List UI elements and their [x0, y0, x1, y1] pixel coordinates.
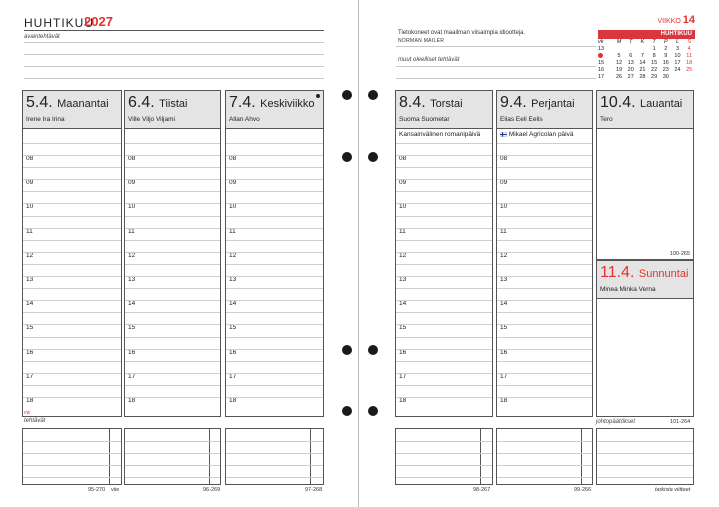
week-number: 14 [682, 14, 695, 26]
hour-label: 15 [500, 324, 508, 332]
half-hour-line[interactable] [226, 143, 323, 144]
tasks-label: tehtävät [24, 418, 46, 424]
name-day: Suoma Suometar [399, 116, 450, 123]
half-hour-line[interactable] [396, 167, 492, 168]
name-day: Tero [600, 116, 613, 123]
day-counter: 97-268 [305, 487, 323, 493]
hour-line[interactable] [497, 252, 592, 253]
half-hour-line[interactable] [125, 361, 220, 362]
conclusions-label: johtopäätökset [596, 419, 636, 425]
hour-label: 16 [500, 348, 508, 356]
mini-calendar-week: 16 19 20 21 22 23 24 25 [598, 67, 693, 73]
half-hour-line[interactable] [125, 167, 220, 168]
hour-line[interactable] [125, 397, 220, 398]
moon-phase-icon [316, 94, 320, 98]
hour-line[interactable] [396, 179, 492, 180]
hour-line[interactable] [497, 349, 592, 350]
half-hour-line[interactable] [497, 312, 592, 313]
hour-label: 16 [128, 348, 136, 356]
hour-label: 14 [26, 300, 34, 308]
half-hour-line[interactable] [226, 312, 323, 313]
hour-line[interactable] [125, 276, 220, 277]
month-title: HUHTIKUU [24, 16, 94, 30]
day-weekday: Tiistai [159, 98, 188, 110]
hour-line[interactable] [226, 300, 323, 301]
hour-label: 15 [399, 324, 407, 332]
hour-line[interactable] [23, 349, 121, 350]
hour-line[interactable] [497, 155, 592, 156]
hour-label: 13 [128, 276, 136, 283]
day-title [26, 94, 109, 112]
day-column-sunday[interactable] [596, 260, 694, 417]
binder-hole [342, 152, 352, 162]
hour-label: 09 [128, 179, 136, 187]
hour-label: 08 [128, 155, 136, 162]
half-hour-line[interactable] [23, 385, 121, 386]
hour-label: 11 [229, 227, 236, 235]
day-number: 7.4. [229, 94, 256, 111]
hour-label: 15 [229, 324, 237, 332]
half-hour-line[interactable] [226, 216, 323, 217]
hour-line[interactable] [497, 203, 592, 204]
day-title [600, 264, 688, 282]
mini-calendar-week-current: 5 6 7 8 9 10 11 [598, 53, 695, 60]
name-day: Irene Ira Irina [26, 116, 65, 123]
quote: Tietokoneet ovat maailman viisaimpia idiootteja. [398, 30, 526, 36]
note-line[interactable] [24, 54, 324, 55]
tasks-box[interactable] [496, 428, 593, 485]
half-hour-line[interactable] [226, 191, 323, 192]
half-hour-line[interactable] [396, 264, 492, 265]
half-hour-line[interactable] [23, 337, 121, 338]
hour-line[interactable] [23, 155, 121, 156]
day-column-wednesday[interactable] [225, 90, 324, 417]
hour-label: 15 [128, 324, 136, 332]
half-hour-line[interactable] [125, 216, 220, 217]
hour-label: 14 [229, 300, 237, 308]
hour-line[interactable] [396, 228, 492, 229]
hour-line[interactable] [125, 373, 220, 374]
hour-line[interactable] [497, 397, 592, 398]
hour-line[interactable] [23, 228, 121, 229]
half-hour-line[interactable] [125, 191, 220, 192]
half-hour-line[interactable] [497, 216, 592, 217]
day-title [600, 94, 682, 112]
hour-line[interactable] [497, 373, 592, 374]
mini-calendar-header: vk M T K T P L S [598, 39, 691, 45]
day-title [229, 94, 315, 112]
half-hour-line[interactable] [23, 361, 121, 362]
day-title [128, 94, 187, 112]
hour-line[interactable] [396, 373, 492, 374]
day-weekday: Maanantai [57, 98, 109, 110]
hour-label: 12 [500, 251, 508, 259]
half-hour-line[interactable] [497, 361, 592, 362]
day-column-thursday[interactable] [395, 90, 493, 417]
hour-line[interactable] [226, 397, 323, 398]
right-page [360, 0, 719, 507]
day-title [399, 94, 463, 112]
mini-calendar-week: 13 1 2 3 4 [598, 46, 691, 52]
half-hour-line[interactable] [396, 385, 492, 386]
name-day: Elias Eeli Eelis [500, 116, 543, 123]
half-hour-line[interactable] [497, 385, 592, 386]
day-number: 8.4. [399, 94, 426, 111]
half-hour-line[interactable] [226, 337, 323, 338]
half-hour-line[interactable] [497, 167, 592, 168]
hour-line[interactable] [497, 276, 592, 277]
note-line[interactable] [24, 66, 324, 67]
day-counter: 99-266 [574, 487, 592, 493]
hour-line[interactable] [23, 276, 121, 277]
binder-hole [368, 406, 378, 416]
day-number: 10.4. [600, 94, 636, 111]
hour-label: 17 [26, 372, 34, 380]
half-hour-line[interactable] [125, 312, 220, 313]
day-header [23, 91, 121, 129]
name-day: Allan Ahvo [229, 116, 260, 123]
name-day: Ville Viljo Viljami [128, 116, 175, 123]
hour-line[interactable] [125, 252, 220, 253]
half-hour-line[interactable] [125, 240, 220, 241]
half-hour-line[interactable] [23, 216, 121, 217]
half-hour-line[interactable] [497, 288, 592, 289]
hour-label: 18 [229, 397, 237, 404]
half-hour-line[interactable] [23, 312, 121, 313]
left-page [0, 0, 359, 507]
mini-calendar-week: 17 26 27 28 29 30 [598, 74, 669, 80]
quote-author: NORMAN MAILER [398, 38, 445, 44]
hour-line[interactable] [23, 324, 121, 325]
hour-line[interactable] [396, 155, 492, 156]
day-number: 5.4. [26, 94, 53, 111]
half-hour-line[interactable] [497, 240, 592, 241]
tasks-box[interactable] [225, 428, 324, 485]
half-hour-line[interactable] [23, 240, 121, 241]
hour-line[interactable] [396, 252, 492, 253]
day-weekday: Sunnuntai [638, 268, 689, 280]
year-title: 2027 [84, 14, 113, 29]
day-counter: 95-270 [88, 487, 106, 493]
mini-calendar [598, 30, 695, 81]
hour-line[interactable] [125, 203, 220, 204]
hour-label: 10 [128, 203, 136, 211]
half-hour-line[interactable] [23, 288, 121, 289]
half-hour-line[interactable] [23, 143, 121, 144]
day-weekday: Keskiviikko [260, 98, 315, 110]
hour-label: 12 [128, 251, 136, 259]
hour-label: 14 [128, 300, 136, 308]
day-header [396, 91, 492, 129]
hour-label: 09 [229, 179, 237, 187]
conclusions-box[interactable] [596, 428, 694, 485]
hour-line[interactable] [226, 228, 323, 229]
day-column-tuesday[interactable] [124, 90, 221, 417]
day-header [597, 261, 693, 299]
name-day: Minea Minka Verna [600, 286, 656, 293]
day-header [597, 91, 693, 129]
tasks-box[interactable] [124, 428, 221, 485]
day-header [125, 91, 220, 129]
half-hour-line[interactable] [396, 240, 492, 241]
hour-line[interactable] [125, 349, 220, 350]
finnish-flag-icon [500, 132, 507, 137]
hour-label: 16 [26, 348, 34, 356]
hour-label: 14 [399, 300, 407, 308]
hour-line[interactable] [23, 300, 121, 301]
hour-label: 08 [229, 155, 237, 162]
hour-label: 12 [399, 251, 407, 259]
tasks-box[interactable] [395, 428, 493, 485]
hour-label: 17 [399, 372, 407, 380]
hour-label: 15 [26, 324, 34, 332]
hour-line[interactable] [396, 276, 492, 277]
day-weekday: Lauantai [640, 98, 683, 110]
key-tasks-label: avaintehtävät [24, 34, 60, 40]
half-hour-line[interactable] [125, 264, 220, 265]
half-hour-line[interactable] [396, 337, 492, 338]
note-line[interactable] [24, 78, 324, 79]
hour-line[interactable] [125, 155, 220, 156]
hour-label: 10 [500, 203, 508, 211]
hour-line[interactable] [497, 228, 592, 229]
binder-hole [368, 90, 378, 100]
note-line[interactable] [396, 46, 596, 47]
hour-label: 12 [229, 251, 237, 259]
holiday-text: Kansainvälinen romanipäivä [399, 131, 481, 138]
title-rule [24, 30, 324, 31]
half-hour-line[interactable] [396, 312, 492, 313]
hour-label: 17 [229, 372, 237, 380]
hour-label: 13 [26, 276, 34, 283]
hour-line[interactable] [396, 324, 492, 325]
note-line[interactable] [24, 42, 324, 43]
check-references-label: tarkista viitteet [655, 487, 691, 493]
day-column-friday[interactable] [496, 90, 593, 417]
hour-label: 16 [399, 348, 407, 356]
hour-line[interactable] [396, 203, 492, 204]
half-hour-line[interactable] [396, 288, 492, 289]
half-hour-line[interactable] [23, 264, 121, 265]
hour-label: 10 [399, 203, 407, 211]
day-column-saturday[interactable] [596, 90, 694, 260]
hour-line[interactable] [497, 324, 592, 325]
hour-line[interactable] [125, 228, 220, 229]
cw-mark: cw [24, 410, 31, 416]
hour-line[interactable] [226, 155, 323, 156]
other-tasks-label: muut oleelliset tehtävät [398, 57, 460, 63]
hour-label: 16 [229, 348, 237, 356]
half-hour-line[interactable] [125, 288, 220, 289]
binder-hole [342, 345, 352, 355]
week-label: VIIKKO [657, 18, 681, 25]
hour-line[interactable] [23, 397, 121, 398]
hour-line[interactable] [23, 373, 121, 374]
half-hour-line[interactable] [396, 216, 492, 217]
hour-label: 09 [26, 179, 34, 187]
day-header [226, 91, 323, 129]
half-hour-line[interactable] [125, 143, 220, 144]
half-hour-line[interactable] [226, 288, 323, 289]
hour-line[interactable] [125, 300, 220, 301]
mini-calendar-week: 15 12 13 14 15 16 17 18 [598, 60, 693, 66]
hour-line[interactable] [226, 373, 323, 374]
hour-line[interactable] [23, 203, 121, 204]
week-indicator [657, 14, 695, 26]
hour-label: 08 [500, 155, 508, 162]
hour-line[interactable] [125, 324, 220, 325]
hour-label: 11 [500, 227, 507, 235]
note-line[interactable] [396, 66, 596, 67]
note-line[interactable] [396, 78, 596, 79]
hour-label: 11 [128, 227, 135, 235]
hour-label: 12 [26, 251, 34, 259]
day-header [497, 91, 592, 129]
hour-line[interactable] [497, 179, 592, 180]
current-week-marker [598, 53, 603, 58]
half-hour-line[interactable] [125, 337, 220, 338]
day-weekday: Perjantai [531, 98, 575, 110]
binder-hole [342, 90, 352, 100]
half-hour-line[interactable] [226, 167, 323, 168]
hour-label: 18 [26, 397, 34, 404]
hour-label: 13 [399, 276, 407, 283]
binder-hole [368, 345, 378, 355]
half-hour-line[interactable] [497, 264, 592, 265]
hour-label: 08 [26, 155, 34, 162]
half-hour-line[interactable] [497, 143, 592, 144]
hour-label: 13 [229, 276, 237, 283]
hour-line[interactable] [23, 252, 121, 253]
half-hour-line[interactable] [226, 240, 323, 241]
binder-hole [342, 406, 352, 416]
hour-line[interactable] [396, 349, 492, 350]
hour-label: 17 [128, 372, 136, 380]
half-hour-line[interactable] [23, 167, 121, 168]
hour-line[interactable] [23, 179, 121, 180]
holiday-row [500, 131, 574, 138]
half-hour-line[interactable] [396, 361, 492, 362]
hour-label: 14 [500, 300, 508, 308]
hour-line[interactable] [226, 276, 323, 277]
hour-line[interactable] [226, 324, 323, 325]
half-hour-line[interactable] [226, 361, 323, 362]
half-hour-line[interactable] [396, 191, 492, 192]
hour-line[interactable] [226, 179, 323, 180]
holiday-text: Mikael Agricolan päivä [508, 131, 574, 138]
day-weekday: Torstai [430, 98, 463, 110]
hour-line[interactable] [396, 300, 492, 301]
hour-label: 11 [399, 227, 406, 235]
half-hour-line[interactable] [125, 385, 220, 386]
day-counter: 100-265 [669, 251, 690, 257]
day-number: 9.4. [500, 94, 527, 111]
half-hour-line[interactable] [226, 385, 323, 386]
hour-label: 18 [399, 397, 407, 404]
hour-line[interactable] [226, 349, 323, 350]
hour-label: 17 [500, 372, 508, 380]
hour-label: 11 [26, 227, 33, 235]
binder-hole [368, 152, 378, 162]
hour-label: 10 [26, 203, 34, 211]
mini-calendar-title: HUHTIKUU [598, 30, 695, 39]
hour-label: 09 [500, 179, 508, 187]
hour-line[interactable] [226, 252, 323, 253]
day-counter: 101-264 [670, 419, 691, 425]
hour-label: 10 [229, 203, 237, 211]
hour-line[interactable] [497, 300, 592, 301]
day-column-monday[interactable] [22, 90, 122, 417]
tasks-box[interactable] [22, 428, 122, 485]
half-hour-line[interactable] [23, 191, 121, 192]
day-number: 11.4. [600, 264, 635, 281]
half-hour-line[interactable] [226, 264, 323, 265]
hour-label: 13 [500, 276, 508, 283]
hour-label: 09 [399, 179, 407, 187]
hour-line[interactable] [226, 203, 323, 204]
hour-label: 18 [128, 397, 136, 404]
half-hour-line[interactable] [497, 337, 592, 338]
day-counter: 96-269 [203, 487, 221, 493]
day-counter: 98-267 [473, 487, 491, 493]
half-hour-line[interactable] [396, 143, 492, 144]
footer-viie: viie [111, 487, 120, 493]
day-title [500, 94, 575, 112]
hour-label: 08 [399, 155, 407, 162]
hour-line[interactable] [125, 179, 220, 180]
day-number: 6.4. [128, 94, 155, 111]
hour-line[interactable] [396, 397, 492, 398]
hour-label: 18 [500, 397, 508, 404]
half-hour-line[interactable] [497, 191, 592, 192]
